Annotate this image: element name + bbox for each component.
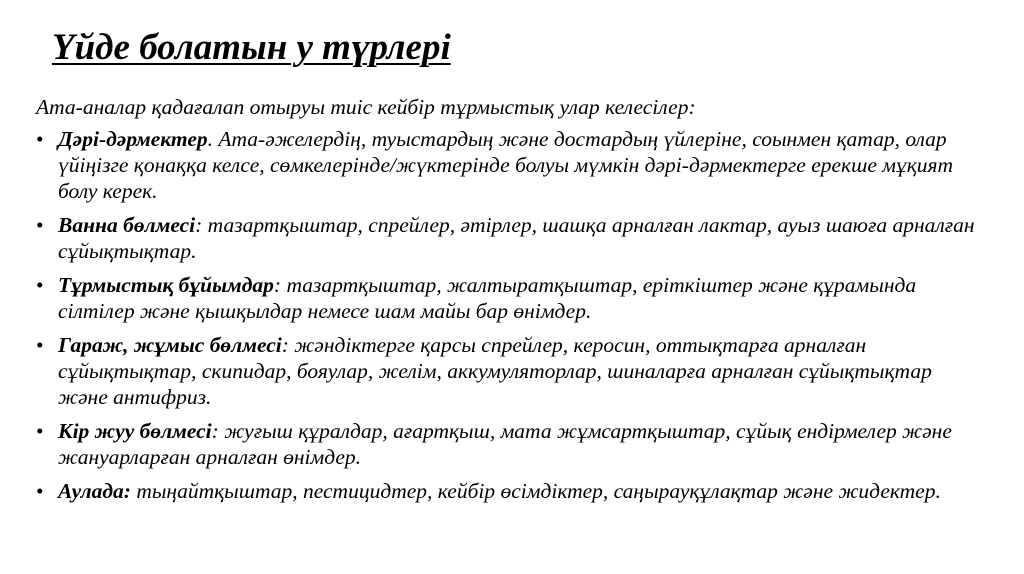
- item-separator: :: [273, 273, 282, 297]
- item-text: жәндіктерге қарсы спрейлер, керосин, оттықтарға арналған сұйықтықтар, скипидар, бояулар, желім, аккумуляторлар, шиналарға арналған сұйықтықтар және антифриз.: [58, 333, 932, 409]
- list-item: [36, 332, 986, 410]
- item-term: Кір жуу бөлмесі: [58, 419, 212, 443]
- list-item: [36, 272, 986, 324]
- list-item: [36, 418, 986, 470]
- slide-title: Үйде болатын у түрлері: [52, 27, 451, 68]
- item-separator: :: [195, 213, 203, 237]
- bullet-icon: •: [36, 127, 44, 151]
- item-text: жуғыш құралдар, ағартқыш, мата жұмсартқыштар, сұйық ендірмелер және жануарларған арналған өнімдер.: [58, 419, 952, 469]
- item-text: тыңайтқыштар, пестицидтер, кейбір өсімдіктер, саңырауқұлақтар және жидектер.: [130, 479, 941, 503]
- item-text: тазартқыштар, жалтыратқыштар, еріткіштер және құрамында сілтілер және қышқылдар немесе шам майы бар өнімдер.: [58, 273, 917, 323]
- list-item: [36, 478, 986, 504]
- item-term: Аулада:: [58, 479, 131, 503]
- item-term: Тұрмыстық бұйымдар: [58, 273, 274, 297]
- bullet-icon: •: [36, 273, 44, 297]
- item-text: Ата-әжелердің, туыстардың және достардың үйлеріне, соынмен қатар, олар үйіңізге қонаққа келсе, сөмкелерінде/жүктерінде болуы мүмкін дәрі-дәрмектерге ерекше мұқият болу керек.: [58, 127, 954, 203]
- item-term: Ванна бөлмесі: [58, 213, 196, 237]
- list-item: [36, 126, 986, 204]
- poison-types-list: [36, 126, 986, 512]
- item-text: тазартқыштар, спрейлер, әтірлер, шашқа арналған лактар, ауыз шаюға арналған сұйықтықтар.: [58, 213, 975, 263]
- bullet-icon: •: [36, 479, 44, 503]
- item-separator: :: [281, 333, 289, 357]
- item-term: Дәрі-дәрмектер: [58, 127, 208, 151]
- item-separator: :: [211, 419, 219, 443]
- list-item: [36, 212, 986, 264]
- intro-text: Ата-аналар қадағалап отыруы тиіс кейбір тұрмыстық улар келесілер:: [36, 95, 696, 119]
- bullet-icon: •: [36, 419, 44, 443]
- bullet-icon: •: [36, 333, 44, 357]
- item-term: Гараж, жұмыс бөлмесі: [58, 333, 282, 357]
- item-separator: .: [207, 127, 213, 151]
- bullet-icon: •: [36, 213, 44, 237]
